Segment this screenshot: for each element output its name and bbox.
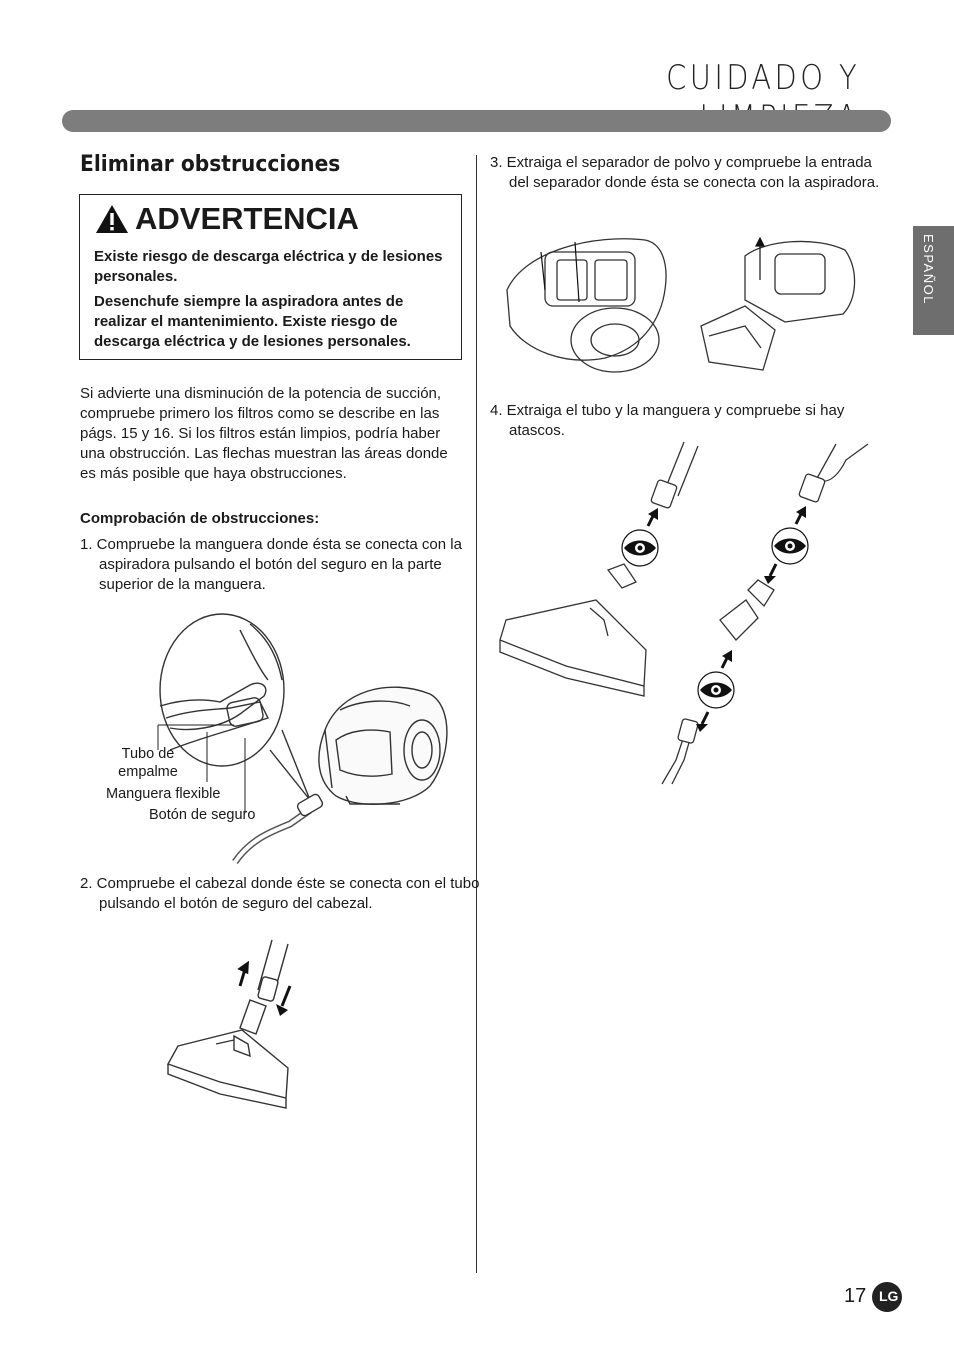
language-tab-label: ESPAÑOL — [921, 234, 936, 305]
step-3-text: 3. Extraiga el separador de polvo y compruebe la entrada del separador donde ésta se conecta con la aspiradora. — [490, 154, 880, 191]
label-boton-seguro: Botón de seguro — [149, 807, 256, 823]
label-tubo-empalme: Tubo de empalme — [118, 746, 178, 780]
figure-tube-hose-check — [496, 440, 876, 785]
eye-icon — [772, 528, 808, 564]
arrow-up-icon — [237, 958, 254, 986]
warning-box — [79, 194, 462, 360]
header-bar — [62, 110, 891, 132]
figure-hose-connection — [100, 610, 460, 865]
warning-text-1: Existe riesgo de descarga eléctrica y de lesiones personales. — [94, 248, 443, 285]
eye-icon — [698, 672, 734, 708]
page-header-title: CUIDADO Y — [666, 58, 860, 98]
warning-text-2: Desenchufe siempre la aspiradora antes de realizar el mantenimiento. Existe riesgo de descarga eléctrica y de lesiones personales. — [94, 293, 411, 350]
step-1-text: 1. Compruebe la manguera donde ésta se conecta con la aspiradora pulsando el botón del seguro en la parte superior de la manguera. — [80, 536, 462, 593]
step-2-text: 2. Compruebe el cabezal donde éste se conecta con el tubo pulsando el botón de seguro del cabezal. — [80, 875, 480, 912]
label-manguera-flexible: Manguera flexible — [106, 786, 221, 802]
page-number: 17 — [844, 1285, 867, 1307]
section-heading: Eliminar obstrucciones — [80, 152, 341, 177]
arrow-down-icon — [276, 986, 290, 1016]
language-tab — [913, 226, 954, 335]
figure-nozzle-connection — [160, 938, 300, 1108]
warning-title — [95, 201, 359, 237]
column-divider — [476, 155, 477, 1273]
lg-logo — [872, 1282, 902, 1312]
lg-logo-text: LG — [879, 1288, 899, 1304]
eye-icon — [622, 530, 658, 566]
warning-triangle-icon — [95, 204, 129, 234]
figure-dust-separator — [495, 230, 865, 378]
warning-title-text: ADVERTENCIA — [135, 201, 359, 236]
intro-paragraph: Si advierte una disminución de la potencia de succión, compruebe primero los filtros como se describe en las págs. 15 y 16. Si los filtros están limpios, podría haber una obstrucción. Las flechas muestran las áreas donde es más posible que haya obstrucciones. — [80, 385, 448, 482]
check-heading: Comprobación de obstrucciones: — [80, 510, 320, 527]
step-4-text: 4. Extraiga el tubo y la manguera y compruebe si hay atascos. — [490, 402, 845, 439]
